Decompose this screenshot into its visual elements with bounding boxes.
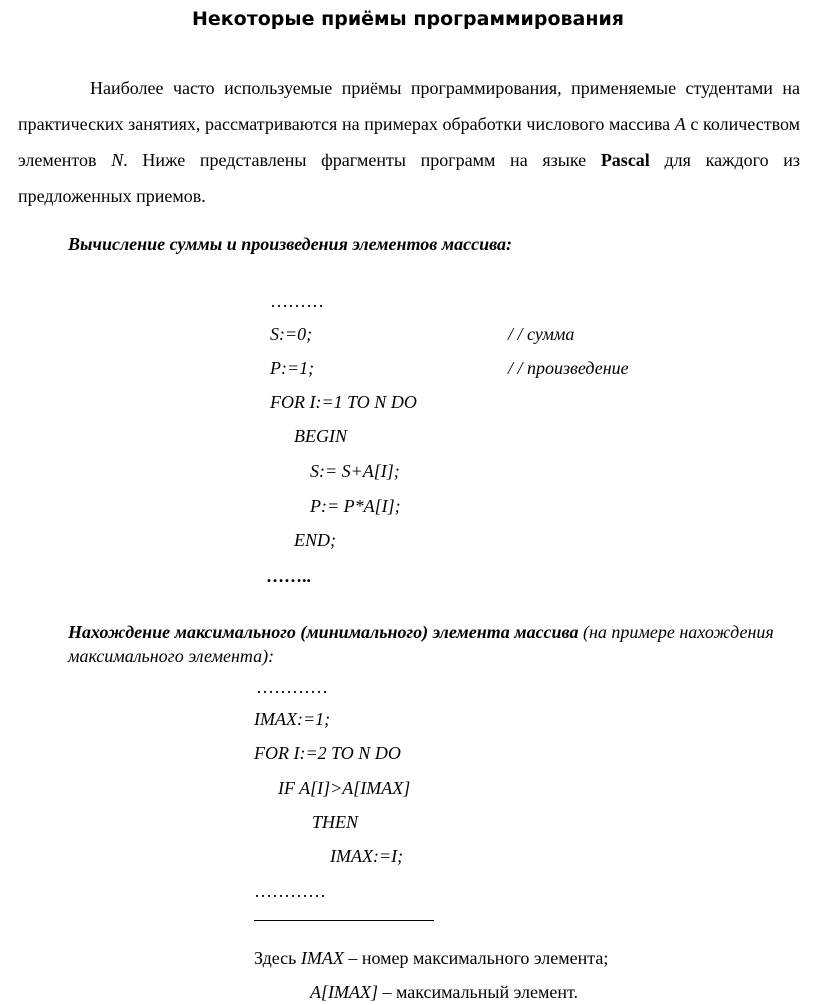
section2-heading: [68, 620, 788, 668]
code-line-if: IF A[I]>A[IMAX]: [278, 778, 411, 798]
comment-sum: / / сумма: [508, 324, 575, 344]
page-title: Некоторые приёмы программирования: [192, 8, 624, 30]
code-line-assign: IMAX:=I;: [330, 846, 404, 866]
note-here: Здесь: [254, 948, 301, 968]
note-line-2: [310, 982, 578, 1003]
intro-var-a: A: [674, 114, 686, 134]
comment-product: / / произведение: [508, 358, 629, 378]
note-aimax-desc: – максимальный элемент.: [377, 982, 579, 1002]
code-line-imax: IMAX:=1;: [254, 709, 331, 729]
section1-dots-bottom: ……..: [266, 566, 311, 586]
section1-dots-top: ………: [270, 291, 324, 311]
intro-var-n: N: [111, 150, 124, 170]
footnote-rule: [254, 920, 434, 921]
code-line-then: THEN: [312, 812, 359, 832]
code-line-for: FOR I:=1 TO N DO: [270, 392, 417, 412]
code-line-begin: BEGIN: [294, 426, 347, 446]
note-aimax: A[IMAX]: [310, 982, 378, 1002]
intro-paragraph: [18, 70, 800, 214]
section2-heading-rest: (на примере нахождения максимального элемента):: [68, 622, 774, 666]
note-line-1: [254, 948, 608, 969]
section1-heading: Вычисление суммы и произведения элементов массива:: [68, 234, 512, 254]
section2-dots-bottom: …………: [254, 881, 326, 901]
code-line-sum: S:= S+A[I];: [310, 461, 400, 481]
intro-pascal: Pascal: [600, 150, 650, 170]
note-imax-desc: – номер максимального элемента;: [343, 948, 609, 968]
note-imax: IMAX: [300, 948, 344, 968]
code-line-s: S:=0;: [270, 324, 313, 344]
code-line-for2: FOR I:=2 TO N DO: [254, 743, 401, 763]
intro-text-3: . Ниже представлены фрагменты программ на языке: [123, 150, 601, 170]
intro-text-4: для каждого из предложенных приемов.: [18, 150, 801, 206]
section2-heading-bold: Нахождение максимального (минимального) элемента массива: [68, 622, 579, 642]
code-line-p: P:=1;: [270, 358, 315, 378]
intro-text-2: с количеством элементов: [18, 114, 800, 170]
section2-dots-top: …………: [256, 677, 328, 697]
intro-text-1: Наиболее часто используемые приёмы программирования, применяемые студентами на практических занятиях, рассматриваются на примерах обработки числового массива: [18, 78, 800, 134]
code-line-end: END;: [294, 530, 336, 550]
code-line-product: P:= P*A[I];: [310, 496, 401, 516]
